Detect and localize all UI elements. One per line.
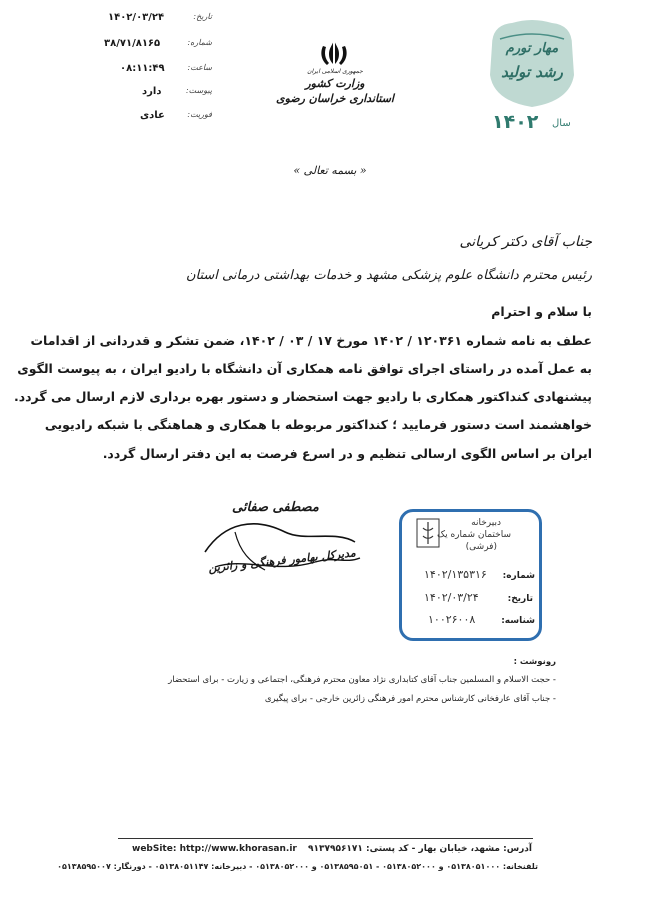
secretariat-stamp: [399, 509, 542, 641]
ministry-header: [275, 68, 395, 118]
stamp-id-label: شناسه:: [501, 616, 535, 626]
stamp-number-label: شماره:: [502, 571, 535, 581]
meta-time-row: [100, 63, 212, 77]
stamp-date-value: ۱۴۰۲/۰۳/۲۴: [424, 591, 479, 604]
cc-item-2: - جناب آقای عارفخانی کارشناس محترم امور فرهنگی زائرین خارجی - برای پیگیری: [264, 694, 556, 704]
year-value: ۱۴۰۲: [492, 111, 539, 133]
year-slogan-logo: [482, 15, 582, 135]
year-label: سال: [552, 118, 571, 129]
body-paragraph-1-line-3: پیشنهادی کنداکتور همکاری با رادیو جهت استحضار و دستور بهره برداری لازم ارسال می گردد.: [13, 389, 592, 404]
meta-time-label: ساعت:: [187, 63, 212, 72]
governorate-name: استانداری خراسان رضوی: [276, 92, 394, 105]
greeting: با سلام و احترام: [491, 304, 592, 319]
meta-number-row: [100, 38, 212, 52]
bismillah: « بسمه تعالی »: [293, 164, 367, 177]
addressee-name: جناب آقای دکتر کریانی: [459, 234, 592, 250]
footer-website: webSite: http://www.khorasan.ir: [132, 844, 297, 854]
meta-attachment-label: پیوست:: [185, 86, 212, 95]
iran-emblem-icon: [317, 38, 351, 68]
meta-time-value: ۰۸:۱۱:۴۹: [120, 63, 165, 74]
meta-priority-label: فوریت:: [187, 110, 212, 119]
body-paragraph-1-line-1: عطف به نامه شماره ۱۲۰۳۶۱ / ۱۴۰۲ مورخ ۱۷ / ۰۳ / ۱۴۰۲، ضمن تشکر و قدردانی از اقدامات: [30, 333, 592, 348]
slogan-line1: مهار تورم: [505, 41, 559, 56]
body-paragraph-1-line-2: به عمل آمده در راستای اجرای توافق نامه همکاری آن دانشگاه با رادیو ایران ، به پیوست الگوی: [17, 361, 592, 376]
meta-priority-value: عادی: [140, 110, 165, 121]
stamp-office: دبیرخانه: [471, 518, 501, 528]
footer-divider: [118, 838, 533, 839]
stamp-number-value: ۱۴۰۲/۱۳۵۳۱۶: [424, 568, 487, 581]
meta-attachment-value: دارد: [142, 86, 162, 97]
footer-phones: تلفنخانه: ۰۵۱۳۸۰۵۱۰۰۰ و ۰۵۱۳۸۰۵۲۰۰۰ - ۰۵۱۳۸۵۹۵۰۵۱ و ۰۵۱۳۸۰۵۲۰۰۰ - دبیرخانه: ۰۵۱۳۸۰۵۱۱۴۷ - دورنگار: ۰۵۱۳۸۵۹۵۰۰۷: [57, 862, 538, 871]
meta-date-row: [100, 12, 212, 26]
cc-heading: رونوشت :: [513, 657, 556, 667]
meta-number-label: شماره:: [187, 38, 212, 47]
stamp-id-value: ۱۰۰۲۶۰۰۸: [428, 613, 476, 626]
addressee-title: رئیس محترم دانشگاه علوم پزشکی مشهد و خدمات بهداشتی درمانی استان: [185, 268, 592, 283]
footer-address: آدرس: مشهد، خیابان بهار - کد پستی: ۹۱۳۷۹۵۶۱۷۱: [307, 844, 532, 854]
republic-text: جمهوری اسلامی ایران: [307, 68, 363, 75]
stamp-dept: (فرشی): [465, 542, 497, 552]
ministry-name: وزارت کشور: [305, 77, 365, 90]
meta-priority-row: [100, 110, 212, 124]
signatory-title: مدیرکل بهامور فرهنگی و زائرین: [207, 546, 357, 575]
stamp-building: ساختمان شماره یک: [437, 530, 511, 540]
meta-attachment-row: [100, 86, 212, 100]
stamp-date-label: تاریخ:: [507, 594, 533, 604]
cc-item-1: - حجت الاسلام و المسلمین جناب آقای کتابداری نژاد معاون محترم فرهنگی، اجتماعی و زیارت - برای استحضار: [168, 675, 556, 685]
slogan-line2: رشد تولید: [501, 63, 563, 81]
body-paragraph-2-line-2: ایران بر اساس الگوی ارسالی تنظیم و در اسرع فرصت به این دفتر ارسال گردد.: [102, 446, 592, 461]
meta-date-value: ۱۴۰۲/۰۳/۲۴: [108, 12, 165, 23]
meta-date-label: تاریخ:: [193, 12, 212, 21]
signatory-name: مصطفی صفائی: [232, 500, 319, 515]
body-paragraph-2-line-1: خواهشمند است دستور فرمایید ؛ کنداکتور مربوطه با همکاری و هماهنگی با شبکه رادیویی: [44, 417, 592, 432]
meta-number-value: ۳۸/۷۱/۸۱۶۵: [104, 38, 161, 49]
